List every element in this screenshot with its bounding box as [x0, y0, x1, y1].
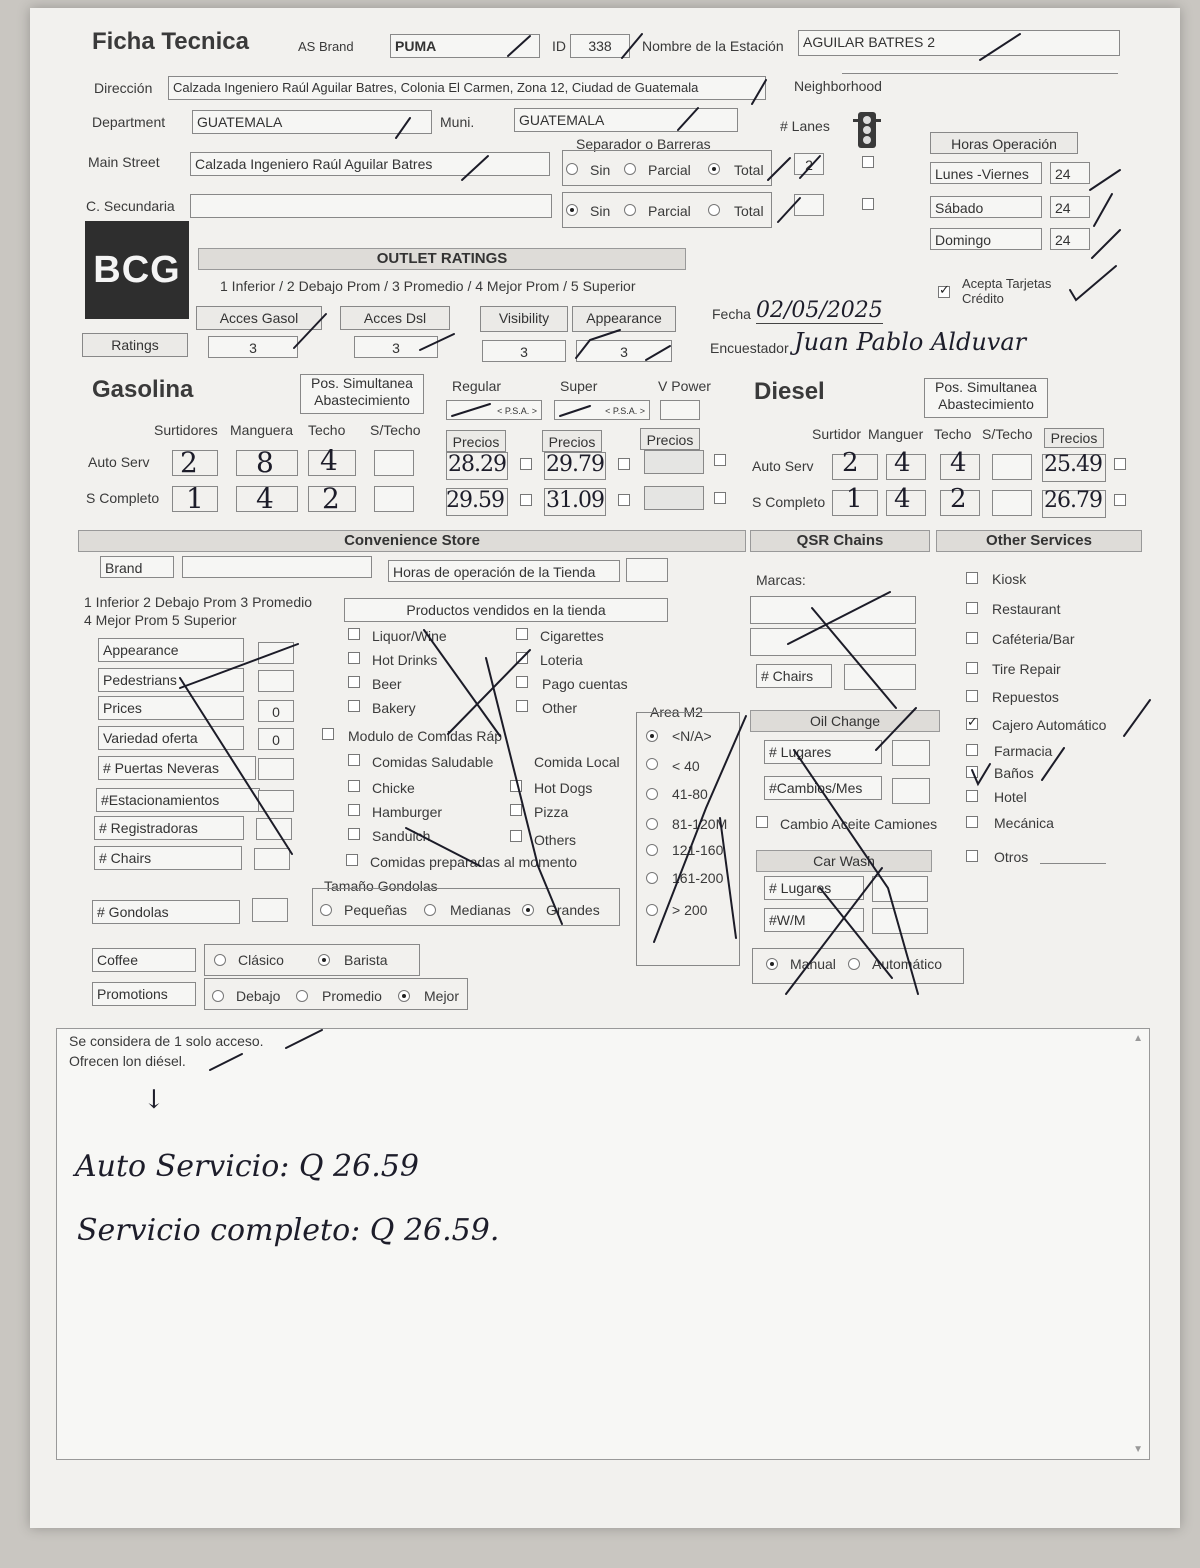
svc-mecanica-label: Mecánica: [994, 815, 1054, 831]
gas-scompleto-vpower-field[interactable]: [644, 486, 704, 510]
diesel-title: Diesel: [754, 378, 825, 405]
diesel-autoserv-manguer-value: 4: [894, 448, 911, 478]
prod-liquor-label: Liquor/Wine: [372, 628, 447, 644]
prod-pago-label: Pago cuentas: [542, 676, 628, 692]
cw-wm-field[interactable]: [872, 908, 928, 934]
form-sheet: [30, 8, 1180, 1528]
separator1-total-radio[interactable]: [708, 163, 720, 175]
svc-restaurant-label: Restaurant: [992, 601, 1061, 617]
area-161-200-radio[interactable]: [646, 872, 658, 884]
prod-hotdrinks-checkbox[interactable]: [348, 652, 360, 664]
gas-autoserv-regular-checkbox[interactable]: [520, 458, 532, 470]
super-psa-field[interactable]: < P.S.A. >: [554, 400, 650, 420]
food-pizza-checkbox[interactable]: [510, 804, 522, 816]
saturday-label: Sábado: [930, 196, 1042, 218]
hours-title: Horas Operación: [930, 132, 1078, 154]
encuestador-label: Encuestador: [710, 340, 789, 356]
diesel-pos-label: Pos. Simultanea Abastecimiento: [924, 378, 1048, 418]
svc-otros-checkbox[interactable]: [966, 850, 978, 862]
prod-other-checkbox[interactable]: [516, 700, 528, 712]
cs-chairs-label: # Chairs: [94, 846, 242, 870]
car-wash-title: Car Wash: [756, 850, 932, 872]
gas-autoserv-vpower-checkbox[interactable]: [714, 454, 726, 466]
secundaria-label: C. Secundaria: [86, 198, 175, 214]
svc-cafeteria-label: Caféteria/Bar: [992, 631, 1075, 647]
cs-registradoras-field[interactable]: [256, 818, 292, 840]
sunday-label: Domingo: [930, 228, 1042, 250]
gas-scompleto-regular-value: 29.59: [446, 488, 504, 513]
promotions-label: Promotions: [92, 982, 196, 1006]
diesel-col-precios: Precios: [1044, 428, 1104, 448]
separator2-parcial-radio[interactable]: [624, 204, 636, 216]
cw-lugares-label: # Lugares: [764, 876, 864, 900]
diesel-col-techo: Techo: [934, 426, 972, 442]
wash-automatico-radio[interactable]: [848, 958, 860, 970]
food-others-label: Others: [534, 832, 577, 848]
other-services-title: Other Services: [936, 530, 1142, 552]
food-hamburger-label: Hamburger: [372, 804, 443, 820]
grade-vpower-label: V Power: [658, 378, 711, 394]
cs-puertas-label: # Puertas Neveras: [98, 756, 256, 780]
svc-farmacia-label: Farmacia: [994, 743, 1053, 759]
area-121-160-radio[interactable]: [646, 844, 658, 856]
gas-autoserv-vpower-field[interactable]: [644, 450, 704, 474]
visibility-field[interactable]: 3: [482, 340, 566, 362]
food-hotdogs-checkbox[interactable]: [510, 780, 522, 792]
diesel-col-manguer: Manguer: [868, 426, 924, 442]
separator2-sin-label: Sin: [590, 203, 611, 219]
acces-gasol-field[interactable]: 3: [208, 336, 298, 358]
marcas-field-1[interactable]: [750, 596, 916, 624]
prod-loteria-checkbox[interactable]: [516, 652, 528, 664]
gas-autoserv-surtidores-value: 2: [180, 446, 198, 479]
svc-kiosk-checkbox[interactable]: [966, 572, 978, 584]
diesel-col-surtidor: Surtidor: [812, 426, 862, 442]
wash-automatico-label: Automático: [872, 956, 943, 972]
lanes-label: # Lanes: [780, 118, 830, 134]
tamano-medianas-label: Medianas: [450, 902, 511, 918]
svc-cafeteria-checkbox[interactable]: [966, 632, 978, 644]
separator2-total-radio[interactable]: [708, 204, 720, 216]
modulo-comidas-label: Modulo de Comidas Ráp: [348, 728, 503, 744]
svc-restaurant-checkbox[interactable]: [966, 602, 978, 614]
convenience-store-title: Convenience Store: [78, 530, 746, 552]
department-field[interactable]: GUATEMALA: [192, 110, 432, 134]
gas-scompleto-label: S Completo: [86, 490, 160, 506]
tamano-medianas-radio[interactable]: [424, 904, 436, 916]
gasolina-pos-label: Pos. Simultanea Abastecimiento: [300, 374, 424, 414]
marcas-field-2[interactable]: [750, 628, 916, 656]
separator1-total-label: Total: [734, 162, 764, 178]
acces-dsl-field[interactable]: 3: [354, 336, 438, 358]
area-81-120-radio[interactable]: [646, 818, 658, 830]
main-street-field[interactable]: Calzada Ingeniero Raúl Aguilar Batres: [190, 152, 550, 176]
qsr-chairs-field[interactable]: [844, 664, 916, 690]
area-lt40-radio[interactable]: [646, 758, 658, 770]
diesel-scompleto-label: S Completo: [752, 494, 826, 510]
form-title: Ficha Tecnica: [92, 28, 249, 55]
svc-cajero-checkbox[interactable]: [966, 718, 978, 730]
cs-estacionamientos-field[interactable]: [258, 790, 294, 812]
cs-prices-label: Prices: [98, 696, 244, 720]
neighborhood-field[interactable]: [842, 70, 1118, 74]
separator1-sin-label: Sin: [590, 162, 611, 178]
food-sanduich-checkbox[interactable]: [348, 828, 360, 840]
area-na-label: <N/A>: [672, 728, 712, 744]
comida-local-label: Comida Local: [534, 754, 620, 770]
coffee-label: Coffee: [92, 948, 196, 972]
oil-cambios-field[interactable]: [892, 778, 930, 804]
diesel-autoserv-stecho-field[interactable]: [992, 454, 1032, 480]
notes-textarea[interactable]: [56, 1028, 1150, 1460]
area-lt40-label: < 40: [672, 758, 700, 774]
area-81-120-label: 81-120M: [672, 816, 728, 832]
oil-cambios-label: #Cambios/Mes: [764, 776, 882, 800]
modulo-comidas-checkbox[interactable]: [322, 728, 334, 740]
col-techo: Techo: [308, 422, 346, 438]
bcg-logo: BCG: [85, 221, 189, 319]
grade-super-label: Super: [560, 378, 598, 394]
gas-scompleto-techo-value: 2: [322, 482, 340, 515]
oil-lugares-field[interactable]: [892, 740, 930, 766]
station-label: Nombre de la Estación: [642, 38, 784, 54]
notes-handwritten-1: Auto Servicio: Q 26.59: [75, 1149, 419, 1184]
regular-psa-field[interactable]: < P.S.A. >: [446, 400, 542, 420]
outlet-ratings-title: OUTLET RATINGS: [198, 248, 686, 270]
area-41-80-label: 41-80: [672, 786, 708, 802]
diesel-scompleto-stecho-field[interactable]: [992, 490, 1032, 516]
promo-mejor-label: Mejor: [424, 988, 460, 1004]
promo-mejor-radio[interactable]: [398, 990, 410, 1002]
coffee-barista-label: Barista: [344, 952, 388, 968]
gasolina-title: Gasolina: [92, 376, 194, 403]
separator2-parcial-label: Parcial: [648, 203, 691, 219]
prod-cigarettes-checkbox[interactable]: [516, 628, 528, 640]
prod-liquor-checkbox[interactable]: [348, 628, 360, 640]
fecha-label: Fecha: [712, 306, 751, 322]
gas-scompleto-vpower-checkbox[interactable]: [714, 492, 726, 504]
weekdays-hours-field[interactable]: 24: [1050, 162, 1090, 184]
diesel-autoserv-label: Auto Serv: [752, 458, 814, 474]
promo-promedio-radio[interactable]: [296, 990, 308, 1002]
svc-tire-label: Tire Repair: [992, 661, 1061, 677]
area-41-80-radio[interactable]: [646, 788, 658, 800]
cw-lugares-field[interactable]: [872, 876, 928, 902]
gas-scompleto-regular-checkbox[interactable]: [520, 494, 532, 506]
brand-field[interactable]: PUMA: [390, 34, 540, 58]
diesel-scompleto-checkbox[interactable]: [1114, 494, 1126, 506]
sunday-hours-field[interactable]: 24: [1050, 228, 1090, 250]
oil-camiones-checkbox[interactable]: [756, 816, 768, 828]
comidas-saludable-checkbox[interactable]: [348, 754, 360, 766]
gas-scompleto-surtidores-value: 1: [186, 482, 204, 515]
tamano-pequenas-radio[interactable]: [320, 904, 332, 916]
area-na-radio[interactable]: [646, 730, 658, 742]
gas-autoserv-super-checkbox[interactable]: [618, 458, 630, 470]
visibility-label: Visibility: [480, 306, 568, 332]
oil-lugares-label: # Lugares: [764, 740, 882, 764]
separator-title: Separador o Barreras: [576, 136, 711, 152]
cs-puertas-field[interactable]: [258, 758, 294, 780]
area-121-160-label: 121-160: [672, 842, 724, 858]
cs-appearance-field[interactable]: [258, 642, 294, 664]
col-stecho: S/Techo: [370, 422, 421, 438]
separator2-total-label: Total: [734, 203, 764, 219]
scroll-down-icon[interactable]: ▼: [1133, 1444, 1143, 1455]
food-chicke-checkbox[interactable]: [348, 780, 360, 792]
diesel-autoserv-precio-value: 25.49: [1044, 452, 1102, 477]
marcas-label: Marcas:: [756, 572, 806, 588]
cs-registradoras-label: # Registradoras: [94, 816, 244, 840]
outlet-ratings-scale: 1 Inferior / 2 Debajo Prom / 3 Promedio / 4 Mejor Prom / 5 Superior: [220, 278, 636, 294]
prod-cigarettes-label: Cigarettes: [540, 628, 604, 644]
qsr-chains-title: QSR Chains: [750, 530, 930, 552]
svc-otros-label: Otros: [994, 849, 1029, 865]
coffee-clasico-radio[interactable]: [214, 954, 226, 966]
department-label: Department: [92, 114, 166, 130]
neighborhood-label: Neighborhood: [794, 78, 882, 94]
gas-autoserv-manguera-value: 8: [256, 446, 274, 479]
lanes-field-2[interactable]: [794, 194, 824, 216]
svc-hotel-label: Hotel: [994, 789, 1027, 805]
lanes-field[interactable]: 2: [794, 153, 824, 175]
direccion-label: Dirección: [94, 80, 153, 96]
gas-scompleto-super-value: 31.09: [546, 488, 604, 513]
weekdays-label: Lunes -Viernes: [930, 162, 1042, 184]
brand-cs-label: Brand: [100, 556, 174, 578]
tamano-pequenas-label: Pequeñas: [344, 902, 408, 918]
diesel-scompleto-manguer-value: 4: [894, 484, 911, 514]
horas-tienda-label: Horas de operación de la Tienda: [388, 560, 620, 582]
diesel-autoserv-surtidor-value: 2: [842, 448, 859, 478]
ratings-label: Ratings: [82, 333, 188, 357]
cw-wm-label: #W/M: [764, 908, 864, 932]
diesel-autoserv-techo-value: 4: [950, 448, 967, 478]
fecha-value[interactable]: 02/05/2025: [756, 298, 883, 323]
diesel-autoserv-checkbox[interactable]: [1114, 458, 1126, 470]
brand-label: AS Brand: [298, 39, 354, 54]
main-street-label: Main Street: [88, 154, 160, 170]
svc-mecanica-checkbox[interactable]: [966, 816, 978, 828]
encuestador-value[interactable]: Juan Pablo Alduvar: [794, 328, 1027, 356]
appearance-field[interactable]: 3: [576, 340, 672, 362]
gas-autoserv-stecho-field[interactable]: [374, 450, 414, 476]
svc-farmacia-checkbox[interactable]: [966, 744, 978, 756]
svc-tire-checkbox[interactable]: [966, 662, 978, 674]
prod-bakery-checkbox[interactable]: [348, 700, 360, 712]
lanes-checkbox-1[interactable]: [862, 156, 874, 168]
gas-scompleto-stecho-field[interactable]: [374, 486, 414, 512]
acces-dsl-label: Acces Dsl: [340, 306, 450, 330]
notes-line2: Ofrecen lon diésel.: [69, 1053, 186, 1069]
id-field[interactable]: 338: [570, 34, 630, 58]
separator2-sin-radio[interactable]: [566, 204, 578, 216]
cs-variedad-label: Variedad oferta: [98, 726, 244, 750]
svc-kiosk-label: Kiosk: [992, 571, 1027, 587]
id-label: ID: [552, 38, 566, 54]
notes-line1: Se considera de 1 solo acceso.: [69, 1033, 264, 1049]
cs-gondolas-field[interactable]: [252, 898, 288, 922]
coffee-clasico-label: Clásico: [238, 952, 284, 968]
food-pizza-label: Pizza: [534, 804, 569, 820]
regular-precios-label: Precios: [446, 430, 506, 452]
area-group: [636, 712, 740, 966]
svc-banos-checkbox[interactable]: [966, 766, 978, 778]
separator1-sin-radio[interactable]: [566, 163, 578, 175]
cs-appearance-label: Appearance: [98, 638, 244, 662]
scroll-up-icon[interactable]: ▲: [1133, 1033, 1143, 1044]
muni-label: Muni.: [440, 114, 475, 130]
gas-autoserv-super-value: 29.79: [546, 452, 604, 477]
notes-handwritten-2: Servicio completo: Q 26.59.: [77, 1213, 500, 1248]
tamano-grandes-radio[interactable]: [522, 904, 534, 916]
cs-variedad-field[interactable]: 0: [258, 728, 294, 750]
notes-arrow-icon: ↓: [143, 1085, 165, 1115]
acepta-tarjetas-label: Acepta Tarjetas Crédito: [962, 276, 1052, 306]
col-manguera: Manguera: [230, 422, 294, 438]
cs-estacionamientos-label: #Estacionamientos: [96, 788, 260, 812]
comidas-preparadas-checkbox[interactable]: [346, 854, 358, 866]
tamano-title: Tamaño Gondolas: [324, 878, 438, 894]
area-gt200-radio[interactable]: [646, 904, 658, 916]
coffee-barista-radio[interactable]: [318, 954, 330, 966]
gas-scompleto-manguera-value: 4: [256, 482, 274, 515]
food-hamburger-checkbox[interactable]: [348, 804, 360, 816]
lanes-checkbox-2[interactable]: [862, 198, 874, 210]
cs-gondolas-label: # Gondolas: [92, 900, 240, 924]
promo-debajo-radio[interactable]: [212, 990, 224, 1002]
grade-regular-label: Regular: [452, 378, 502, 394]
svc-banos-label: Baños: [994, 765, 1034, 781]
prod-beer-label: Beer: [372, 676, 402, 692]
comidas-saludable-label: Comidas Saludable: [372, 754, 494, 770]
wash-manual-radio[interactable]: [766, 958, 778, 970]
area-gt200-label: > 200: [672, 902, 708, 918]
muni-field[interactable]: GUATEMALA: [514, 108, 738, 132]
food-sanduich-label: Sanduich: [372, 828, 431, 844]
svc-otros-field[interactable]: [1040, 858, 1106, 864]
promo-promedio-label: Promedio: [322, 988, 382, 1004]
direccion-field[interactable]: Calzada Ingeniero Raúl Aguilar Batres, Colonia El Carmen, Zona 12, Ciudad de Guatemala: [168, 76, 766, 100]
food-others-checkbox[interactable]: [510, 830, 522, 842]
prod-bakery-label: Bakery: [372, 700, 416, 716]
diesel-scompleto-techo-value: 2: [950, 484, 967, 514]
gas-autoserv-label: Auto Serv: [88, 454, 150, 470]
col-surtidores: Surtidores: [154, 422, 218, 438]
super-precios-label: Precios: [542, 430, 602, 452]
vpower-precios-label: Precios: [640, 428, 700, 450]
prod-beer-checkbox[interactable]: [348, 676, 360, 688]
station-field[interactable]: AGUILAR BATRES 2: [798, 30, 1120, 56]
cs-pedestrians-field[interactable]: [258, 670, 294, 692]
area-161-200-label: 161-200: [672, 870, 724, 886]
promo-debajo-label: Debajo: [236, 988, 281, 1004]
prod-loteria-label: Loteria: [540, 652, 583, 668]
svc-repuestos-label: Repuestos: [992, 689, 1059, 705]
cs-prices-field[interactable]: 0: [258, 700, 294, 722]
diesel-scompleto-precio-value: 26.79: [1044, 488, 1102, 513]
qsr-chairs-label: # Chairs: [756, 664, 832, 688]
food-chicke-label: Chicke: [372, 780, 415, 796]
cs-scale-line1: 1 Inferior 2 Debajo Prom 3 Promedio: [84, 594, 312, 610]
cs-scale-line2: 4 Mejor Prom 5 Superior: [84, 612, 237, 628]
oil-camiones-label: Cambio Aceite Camiones: [780, 816, 938, 832]
svc-cajero-label: Cajero Automático: [992, 717, 1107, 733]
gas-autoserv-techo-value: 4: [320, 444, 338, 477]
diesel-scompleto-surtidor-value: 1: [846, 484, 863, 514]
prod-hotdrinks-label: Hot Drinks: [372, 652, 438, 668]
cs-chairs-field[interactable]: [254, 848, 290, 870]
separator1-parcial-label: Parcial: [648, 162, 691, 178]
saturday-hours-field[interactable]: 24: [1050, 196, 1090, 218]
prod-pago-checkbox[interactable]: [516, 676, 528, 688]
acces-gasol-label: Acces Gasol: [196, 306, 322, 330]
prod-other-label: Other: [542, 700, 578, 716]
diesel-col-stecho: S/Techo: [982, 426, 1033, 442]
comidas-preparadas-label: Comidas preparadas al momento: [370, 854, 577, 870]
svc-repuestos-checkbox[interactable]: [966, 690, 978, 702]
tamano-grandes-label: Grandes: [546, 902, 600, 918]
vpower-psa-field[interactable]: [660, 400, 700, 420]
cs-pedestrians-label: Pedestrians: [98, 668, 244, 692]
gas-autoserv-regular-value: 28.29: [448, 452, 506, 477]
food-hotdogs-label: Hot Dogs: [534, 780, 593, 796]
traffic-light-icon: [852, 110, 882, 150]
appearance-label: Appearance: [572, 306, 676, 332]
separator1-parcial-radio[interactable]: [624, 163, 636, 175]
acepta-tarjetas-checkbox[interactable]: [938, 286, 950, 298]
svc-hotel-checkbox[interactable]: [966, 790, 978, 802]
oil-change-title: Oil Change: [750, 710, 940, 732]
wash-manual-label: Manual: [790, 956, 836, 972]
gas-scompleto-super-checkbox[interactable]: [618, 494, 630, 506]
area-title: Area M2: [650, 704, 703, 720]
brand-cs-field[interactable]: [182, 556, 372, 578]
horas-tienda-field[interactable]: [626, 558, 668, 582]
secundaria-field[interactable]: [190, 194, 552, 218]
productos-title: Productos vendidos en la tienda: [344, 598, 668, 622]
